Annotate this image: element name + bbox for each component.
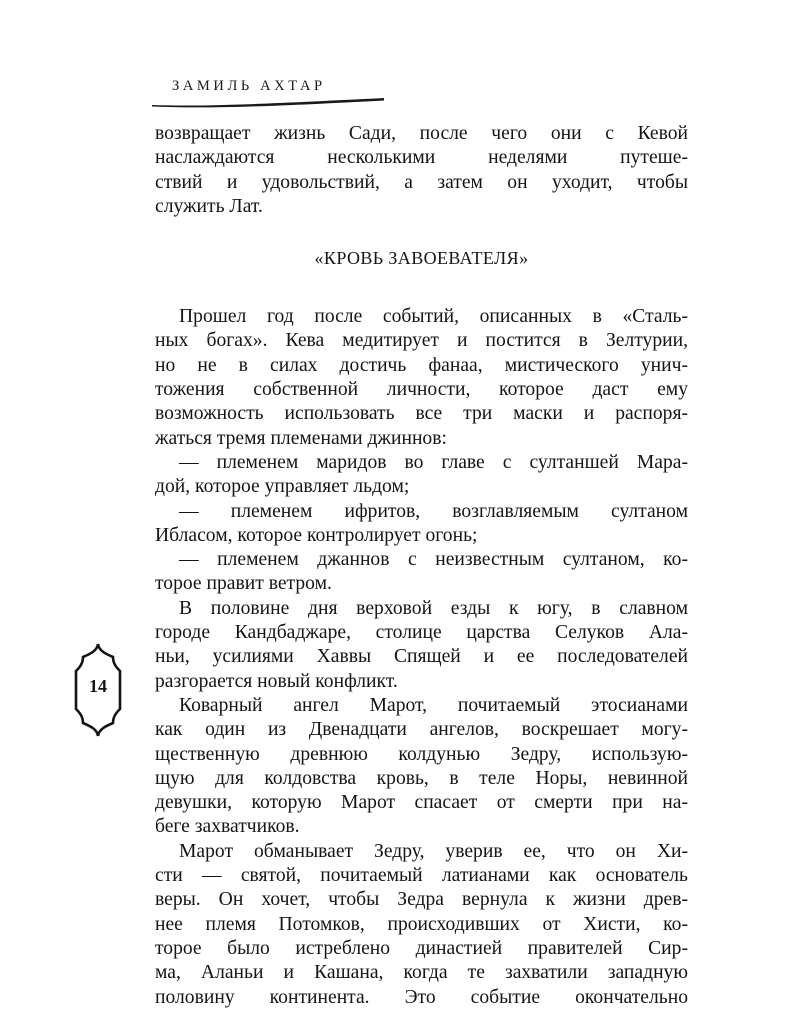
text-line: девушки, которую Марот спасает от смерти при на- <box>155 792 688 814</box>
text-line: как один из Двенадцати ангелов, воскрешает могу- <box>155 719 688 741</box>
text-line: но не в силах достичь фанаа, мистического унич- <box>155 354 688 376</box>
intro-paragraph <box>155 122 688 219</box>
section-body <box>155 305 688 1010</box>
text-line: возможность использовать все три маски и распоря- <box>155 403 688 425</box>
section-heading: «КРОВЬ ЗАВОЕВАТЕЛЯ» <box>314 248 529 269</box>
paragraph <box>155 694 688 840</box>
text-line: Прошел год после событий, описанных в «Сталь- <box>179 306 688 328</box>
paragraph <box>155 451 688 500</box>
text-line: беге захватчиков. <box>155 816 300 838</box>
text-block <box>155 122 688 1010</box>
spacer <box>155 272 688 305</box>
page-number-ornament <box>73 642 123 738</box>
text-line: веры. Он хочет, чтобы Зедра вернула к жизни древ- <box>155 889 688 911</box>
text-line: В половине дня верховой езды к югу, в славном <box>179 597 688 619</box>
text-line: Марот обманывает Зедру, уверив ее, что он Хи- <box>179 840 688 862</box>
page-number: 14 <box>89 676 107 696</box>
text-line: наслаждаются несколькими неделями путеше- <box>155 147 688 169</box>
paragraph <box>155 305 688 451</box>
text-line: дой, которое управляет льдом; <box>155 476 410 498</box>
header-ornamental-rule <box>150 94 386 114</box>
text-line: городе Кандбаджаре, столице царства Селуков Ала- <box>155 622 688 644</box>
text-line: — племенем маридов во главе с султаншей Мара- <box>179 451 688 473</box>
text-line: половину континента. Это событие окончательно <box>155 986 688 1008</box>
text-line: ньи, усилиями Хаввы Спящей и ее последователей <box>155 646 688 668</box>
spacer <box>155 219 688 246</box>
text-line: — племенем ифритов, возглавляемым султаном <box>179 500 688 522</box>
text-line: щую для колдовства кровь, в теле Норы, невинной <box>155 767 688 789</box>
paragraph <box>155 500 688 549</box>
text-line: торое было истреблено династией правителей Сир- <box>155 937 688 959</box>
text-line: тожения собственной личности, которое даст ему <box>155 379 688 401</box>
text-line: ных богах». Кева медитирует и постится в Зелтурии, <box>155 330 688 352</box>
paragraph <box>155 548 688 597</box>
text-line: ствий и удовольствий, а затем он уходит, чтобы <box>155 171 688 193</box>
text-line: Ибласом, которое контролирует огонь; <box>155 524 478 546</box>
text-line: щественную древнюю колдунью Зедру, использую- <box>155 743 688 765</box>
text-line: жаться тремя племенами джиннов: <box>155 427 447 449</box>
paragraph <box>155 597 688 694</box>
text-line: Коварный ангел Марот, почитаемый этосианами <box>179 694 688 716</box>
text-line: — племенем джаннов с неизвестным султаном, ко- <box>179 549 688 571</box>
text-line: нее племя Потомков, происходивших от Хисти, ко- <box>155 913 688 935</box>
text-line: служить Лат. <box>155 195 263 217</box>
running-head-author: ЗАМИЛЬ АХТАР <box>172 78 326 94</box>
text-line: сти — святой, почитаемый латианами как основатель <box>155 865 688 887</box>
text-line: возвращает жизнь Сади, после чего они с Кевой <box>155 123 688 144</box>
paragraph <box>155 840 688 1010</box>
text-line: разгорается новый конфликт. <box>155 670 398 692</box>
text-line: ма, Аланьи и Кашана, когда те захватили западную <box>155 962 688 984</box>
text-line: торое правит ветром. <box>155 573 332 595</box>
